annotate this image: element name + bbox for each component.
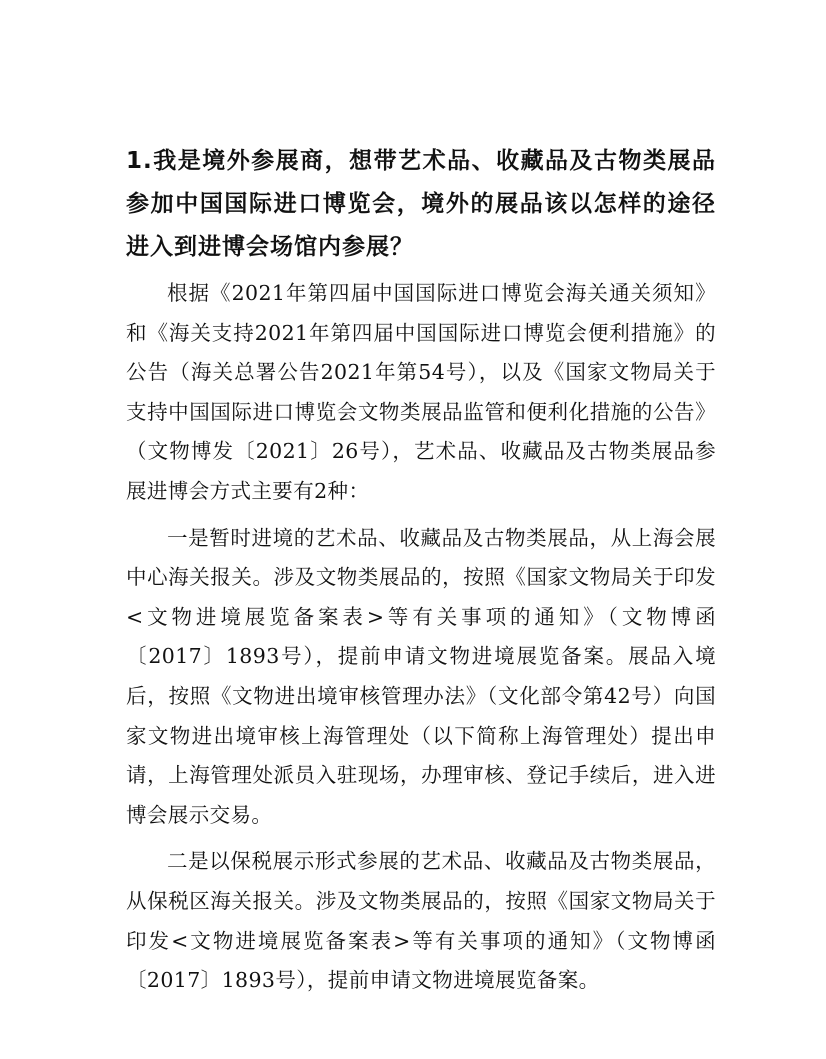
paragraph-legal-basis: 根据《2021年第四届中国国际进口博览会海关通关须知》和《海关支持2021年第四届中国国际进口博览会便利措施》的公告（海关总署公告2021年第54号），以及《国家文物局关于支持中国国际进口博览会文物类展品监管和便利化措施的公告》（文物博发〔2021〕26号），艺术品、收藏品及古物类展品参展进博会方式主要有2种： [126, 281, 716, 503]
document-body [126, 140, 716, 1008]
paragraph-method-one: 一是暂时进境的艺术品、收藏品及古物类展品，从上海会展中心海关报关。涉及文物类展品的，按照《国家文物局关于印发<文物进境展览备案表>等有关事项的通知》（文物博函〔2017〕1893号），提前申请文物进境展览备案。展品入境后，按照《文物进出境审核管理办法》（文化部令第42号）向国家文物进出境审核上海管理处（以下简称上海管理处）提出申请，上海管理处派员入驻现场，办理审核、登记手续后，进入进博会展示交易。 [126, 525, 716, 827]
question-heading: 1.我是境外参展商，想带艺术品、收藏品及古物类展品参加中国国际进口博览会，境外的展品该以怎样的途径进入到进博会场馆内参展？ [126, 148, 716, 260]
paragraph-method-two: 二是以保税展示形式参展的艺术品、收藏品及古物类展品，从保税区海关报关。涉及文物类展品的，按照《国家文物局关于印发<文物进境展览备案表>等有关事项的通知》（文物博函〔2017〕1893号），提前申请文物进境展览备案。 [126, 849, 716, 993]
